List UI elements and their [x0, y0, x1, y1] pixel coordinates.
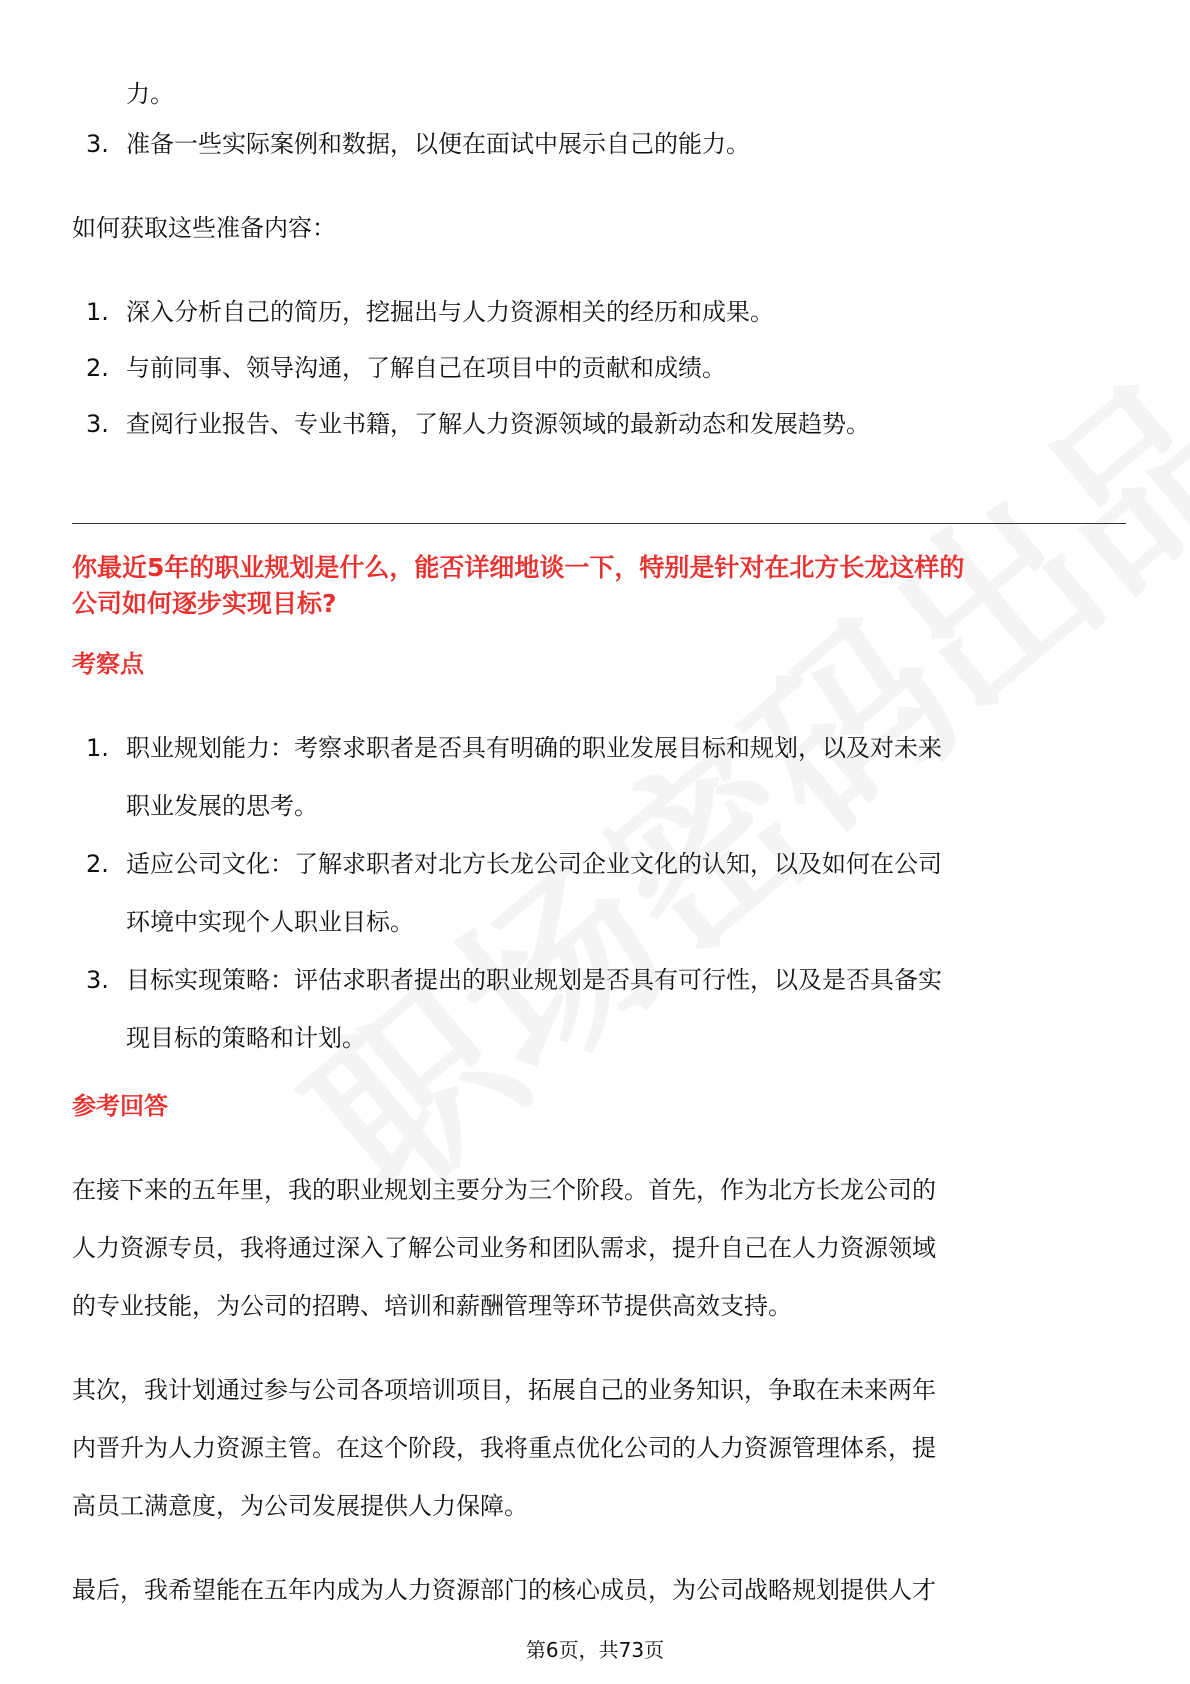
question-line: 你最近5年的职业规划是什么，能否详细地谈一下，特别是针对在北方长龙这样的 — [72, 553, 965, 582]
paragraph-line: 其次，我计划通过参与公司各项培训项目，拓展自己的业务知识，争取在未来两年 — [72, 1376, 936, 1404]
list-item-line: 现目标的策略和计划。 — [126, 1024, 366, 1052]
list-number: 1. — [86, 298, 109, 326]
paragraph-line: 人力资源专员，我将通过深入了解公司业务和团队需求，提升自己在人力资源领域 — [72, 1234, 936, 1262]
list-item: 与前同事、领导沟通，了解自己在项目中的贡献和成绩。 — [126, 354, 726, 382]
list-item-line: 适应公司文化：了解求职者对北方长龙公司企业文化的认知，以及如何在公司 — [126, 850, 942, 878]
list-item: 查阅行业报告、专业书籍，了解人力资源领域的最新动态和发展趋势。 — [126, 410, 870, 438]
section-heading-how: 如何获取这些准备内容： — [72, 214, 336, 242]
question-line: 公司如何逐步实现目标? — [72, 589, 337, 618]
paragraph-line: 最后，我希望能在五年内成为人力资源部门的核心成员，为公司战略规划提供人才 — [72, 1576, 936, 1604]
divider — [72, 523, 1126, 524]
list-item: 准备一些实际案例和数据，以便在面试中展示自己的能力。 — [126, 130, 750, 158]
paragraph-line: 高员工满意度，为公司发展提供人力保障。 — [72, 1492, 528, 1520]
list-number: 2. — [86, 850, 109, 878]
list-item-line: 职业发展的思考。 — [126, 792, 318, 820]
list-number: 3. — [86, 130, 109, 158]
paragraph-line: 内晋升为人力资源主管。在这个阶段，我将重点优化公司的人力资源管理体系，提 — [72, 1434, 936, 1462]
list-number: 3. — [86, 966, 109, 994]
continuation-text: 力。 — [126, 80, 174, 108]
watermark — [246, 306, 1190, 1248]
paragraph-line: 在接下来的五年里，我的职业规划主要分为三个阶段。首先，作为北方长龙公司的 — [72, 1176, 936, 1204]
answer-heading: 参考回答 — [72, 1092, 168, 1120]
list-number: 1. — [86, 734, 109, 762]
paragraph-line: 的专业技能，为公司的招聘、培训和薪酬管理等环节提供高效支持。 — [72, 1292, 792, 1320]
list-number: 2. — [86, 354, 109, 382]
list-number: 3. — [86, 410, 109, 438]
assessment-heading: 考察点 — [72, 650, 144, 678]
list-item-line: 目标实现策略：评估求职者提出的职业规划是否具有可行性，以及是否具备实 — [126, 966, 942, 994]
list-item-line: 环境中实现个人职业目标。 — [126, 908, 414, 936]
page-footer: 第6页，共73页 — [525, 1638, 665, 1662]
list-item: 深入分析自己的简历，挖掘出与人力资源相关的经历和成果。 — [126, 298, 774, 326]
list-item-line: 职业规划能力：考察求职者是否具有明确的职业发展目标和规划，以及对未来 — [126, 734, 942, 762]
